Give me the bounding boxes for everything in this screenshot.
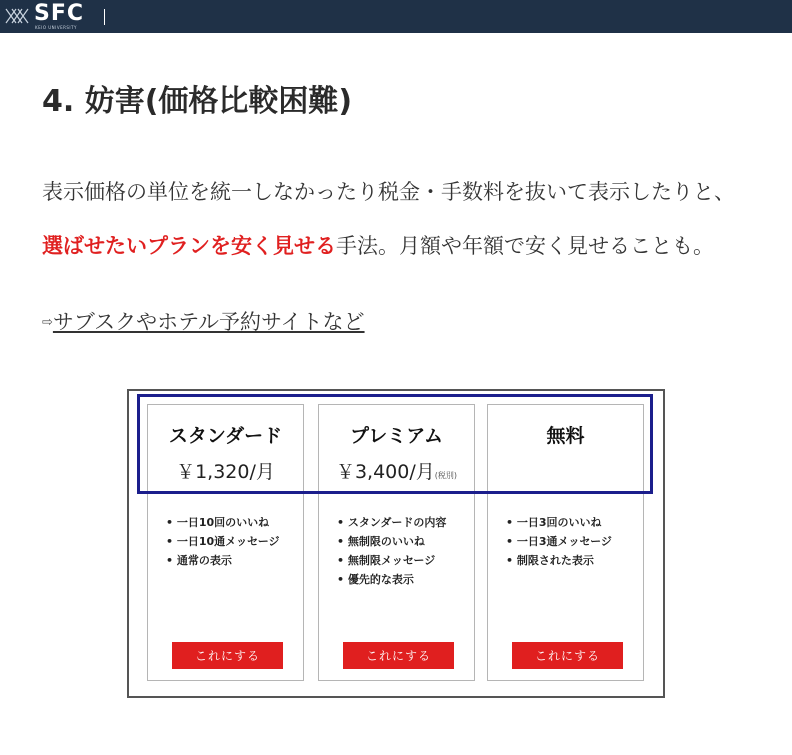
paragraph-2-rest: 手法。月額や年額で安く見せることも。	[336, 234, 714, 258]
feature-item: • スタンダードの内容	[337, 513, 446, 532]
description-paragraph-2	[42, 230, 714, 260]
feature-item: • 一日10通メッセージ	[166, 532, 280, 551]
sfc-logo-icon	[4, 6, 30, 26]
description-paragraph-1: 表示価格の単位を統一しなかったり税金・手数料を抜いて表示したりと、	[42, 180, 735, 204]
price-value: ￥1,320/月	[176, 461, 275, 483]
logo-text: SFC	[34, 1, 85, 26]
select-standard-button[interactable]: これにする	[172, 642, 283, 669]
logo-divider	[104, 9, 105, 25]
feature-list	[337, 513, 446, 589]
plan-card-free	[487, 404, 644, 681]
price-value: ￥3,400/月	[335, 461, 435, 483]
plan-name: プレミアム	[350, 425, 443, 447]
select-premium-button[interactable]: これにする	[343, 642, 454, 669]
feature-item: • 無制限メッセージ	[337, 551, 446, 570]
plan-price	[148, 457, 303, 484]
select-free-button[interactable]: これにする	[512, 642, 623, 669]
feature-list	[166, 513, 280, 570]
feature-item: • 優先的な表示	[337, 570, 446, 589]
feature-item: • 一日3通メッセージ	[506, 532, 612, 551]
arrow-icon: ⇨	[42, 315, 53, 330]
feature-item: • 通常の表示	[166, 551, 280, 570]
plan-name: 無料	[546, 425, 585, 447]
feature-item: • 一日3回のいいね	[506, 513, 612, 532]
top-bar	[0, 0, 792, 33]
example-line	[42, 306, 365, 336]
plan-price	[319, 457, 474, 484]
feature-item: • 一日10回のいいね	[166, 513, 280, 532]
plan-card-premium	[318, 404, 475, 681]
example-text: サブスクやホテル予約サイトなど	[52, 310, 365, 334]
slide-title: 4. 妨害(価格比較困難)	[42, 84, 353, 119]
tax-note: (税別)	[434, 471, 458, 480]
feature-list	[506, 513, 612, 570]
highlighted-phrase: 選ばせたいプランを安く見せる	[42, 234, 336, 258]
feature-item: • 制限された表示	[506, 551, 612, 570]
feature-item: • 無制限のいいね	[337, 532, 446, 551]
plan-name: スタンダード	[168, 425, 283, 447]
plan-card-standard	[147, 404, 304, 681]
logo-subtext: KEIO UNIVERSITY	[35, 25, 77, 30]
